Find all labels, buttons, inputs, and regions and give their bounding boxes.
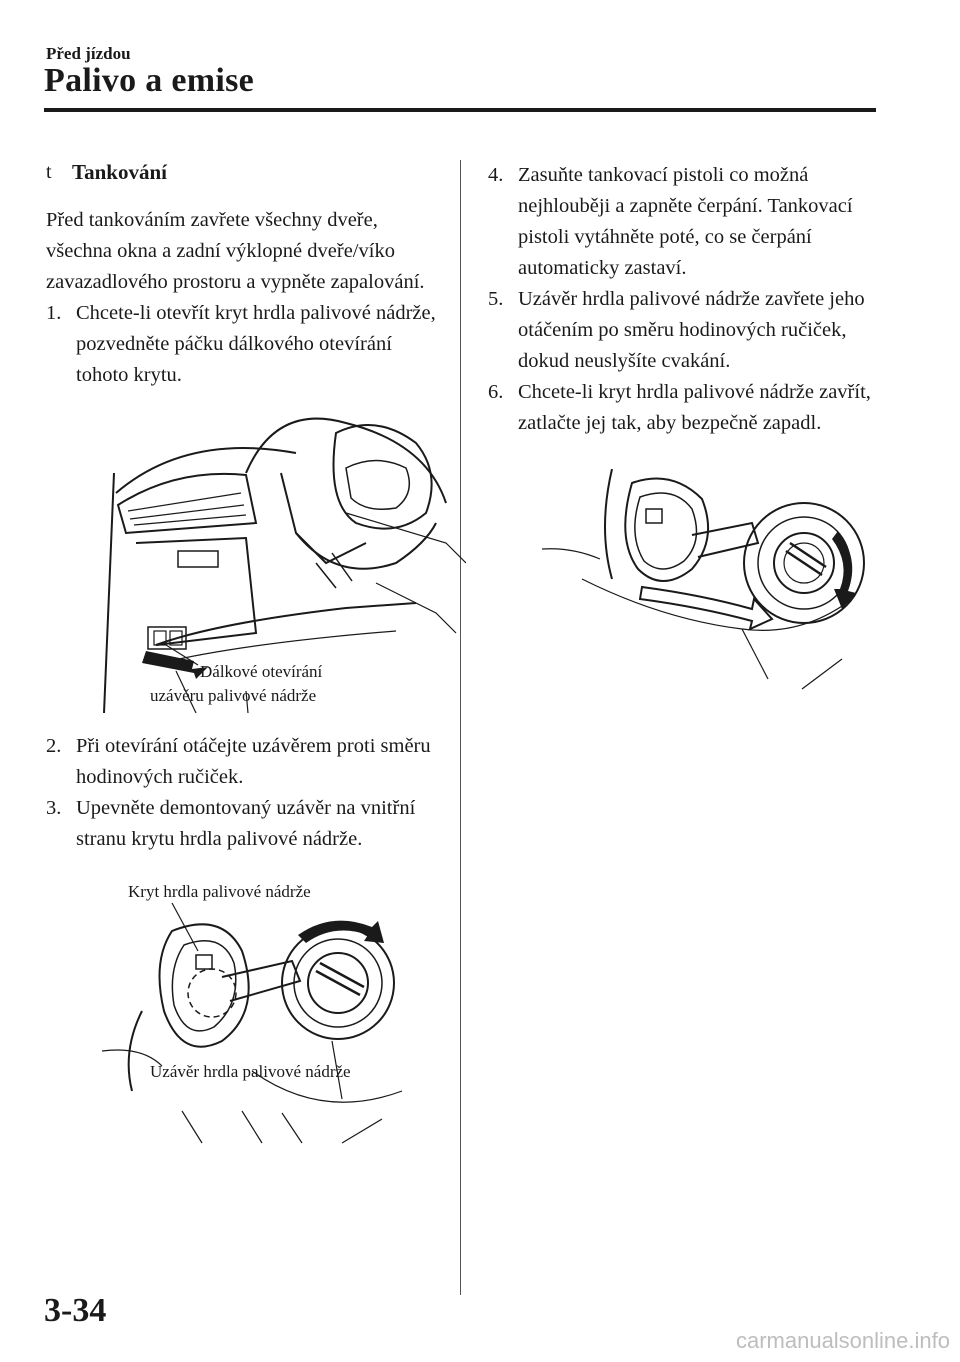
steps-list-right (488, 160, 888, 439)
watermark: carmanualsonline.info (735, 1328, 950, 1353)
step-text: Uzávěr hrdla palivové nádrže zavřete jeho otáčením po směru hodinových ručiček, dokud neuslyšíte cvakání. (518, 288, 865, 372)
page-number: 3-34 (44, 1292, 107, 1329)
step-item (488, 160, 888, 284)
step-number: 6. (488, 381, 504, 403)
column-divider (460, 160, 461, 1295)
figure1-label-line2: uzávěru palivové nádrže (150, 686, 317, 705)
step-item (46, 298, 446, 391)
fuel-cap-closing-illustration (542, 469, 872, 709)
step-text: Chcete-li kryt hrdla palivové nádrže zavřít, zatlačte jej tak, aby bezpečně zapadl. (518, 381, 871, 434)
step-text: Chcete-li otevřít kryt hrdla palivové nádrže, pozvedněte páčku dálkového otevírání tohoto krytu. (76, 302, 436, 386)
step-number: 5. (488, 288, 504, 310)
step-item (46, 793, 446, 855)
step-number: 1. (46, 302, 62, 324)
step-item (488, 377, 888, 439)
figure1-label-line1: Dálkové otevírání (200, 662, 323, 681)
section-marker-icon: t (46, 161, 52, 183)
section-heading (46, 160, 446, 185)
step-text: Upevněte demontovaný uzávěr na vnitřní stranu krytu hrdla palivové nádrže. (76, 797, 416, 850)
step-number: 3. (46, 797, 62, 819)
right-column (488, 160, 888, 727)
intro-paragraph: Před tankováním zavřete všechny dveře, všechna okna a zadní výklopné dveře/víko zavazadlového prostoru a vypněte zapalování. (46, 209, 425, 293)
steps-list-b (46, 731, 446, 855)
section-heading-text: Tankování (72, 160, 167, 184)
fuel-lid-release-illustration (96, 413, 466, 713)
step-number: 2. (46, 735, 62, 757)
figure2-label-bottom: Uzávěr hrdla palivové nádrže (150, 1062, 351, 1081)
figure2-label-top: Kryt hrdla palivové nádrže (128, 882, 311, 901)
title-rule (44, 108, 876, 112)
step-number: 4. (488, 164, 504, 186)
left-column (46, 160, 446, 1169)
step-item (46, 731, 446, 793)
step-text: Při otevírání otáčejte uzávěrem proti směru hodinových ručiček. (76, 735, 431, 788)
chapter-label: Před jízdou (46, 44, 131, 63)
step-text: Zasuňte tankovací pistoli co možná nejhlouběji a zapněte čerpání. Tankovací pistoli vytáhněte poté, co se čerpání automaticky zastaví. (518, 164, 853, 279)
fuel-cap-illustration (102, 881, 432, 1151)
steps-list-a (46, 298, 446, 391)
step-item (488, 284, 888, 377)
page-title: Palivo a emise (44, 62, 255, 99)
